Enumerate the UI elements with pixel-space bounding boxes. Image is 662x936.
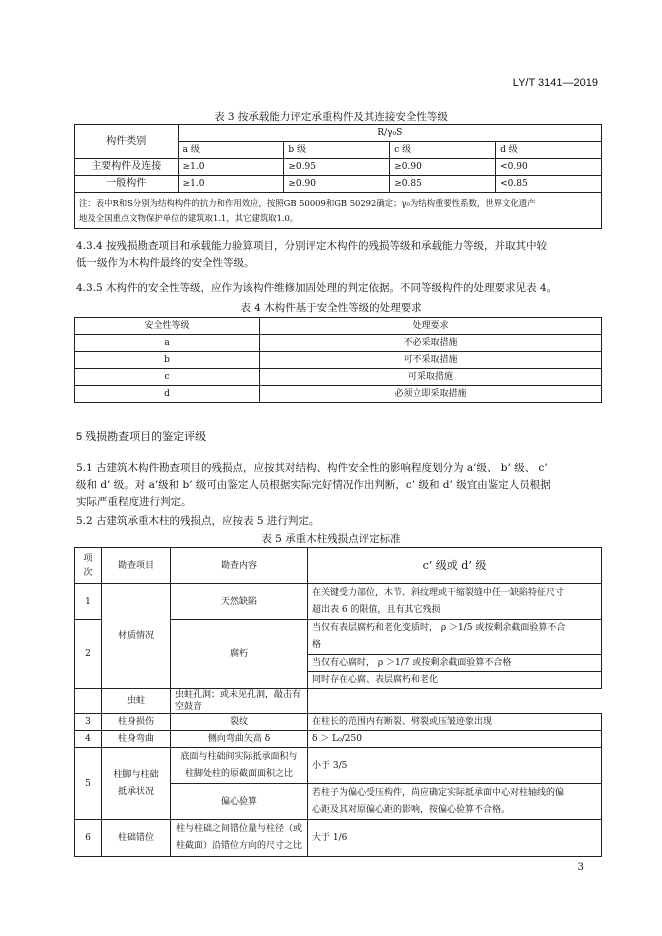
table3-note-line2: 地及全国重点文物保护单位的建筑取1.1，其它建筑取1.0。 — [79, 212, 299, 223]
section-5-title: 5 残损勘查项目的鉴定评级 — [76, 431, 207, 443]
table3-head-category: 构件类别 — [75, 125, 179, 159]
table5-r2-crit-a-line1: 当仅有表层腐朽和老化变质时， ρ ＞1/5 或按剩余截面验算不合 — [312, 623, 566, 633]
table4-caption: 表 4 木构件基于安全性等级的处理要求 — [240, 302, 422, 314]
table4-head-level: 安全性等级 — [75, 318, 260, 335]
table5-caption: 表 5 承重木柱残损点评定标准 — [261, 533, 401, 545]
table-cell — [308, 784, 602, 820]
table-cell: 必须立即采取措施 — [260, 386, 602, 403]
table5-r5-content-a-line1: 底面与柱础间实际抵承面积与 — [180, 751, 298, 762]
table-cell: d — [75, 386, 260, 403]
table-cell: ≥0.90 — [284, 176, 390, 193]
table-cell: 偏心验算 — [171, 784, 308, 820]
table4 — [74, 317, 602, 403]
table-cell: 在柱长的范围内有断裂、劈裂或压皱迹象出现 — [308, 714, 602, 731]
paragraph-line: 4.3.4 按残损勘查项目和承载能力验算项目，分别评定木构件的残损等级和承载能力等级，并取其中较 — [76, 240, 548, 252]
table5-r6-content-line1: 柱与柱础之间错位量与柱径（或 — [175, 824, 302, 834]
table-cell: ≥1.0 — [178, 176, 284, 193]
table-cell: ≥1.0 — [178, 159, 284, 176]
table3-note — [75, 193, 602, 229]
table-cell: ≥0.90 — [390, 159, 496, 176]
table-row — [75, 820, 602, 857]
table-cell: 侧向弯曲矢高 δ — [171, 731, 308, 748]
table5-r2-crit-a-line2: 格 — [312, 640, 322, 650]
table-row — [75, 584, 602, 620]
paragraph-4-3-4 — [76, 238, 600, 272]
table-cell: 不必采取措施 — [260, 335, 602, 352]
table5-head-no-1: 项 — [83, 553, 93, 564]
paragraph-5-1 — [76, 460, 600, 511]
table3-grade-b: b 级 — [284, 142, 390, 159]
table-row — [75, 731, 602, 748]
table4-head-req: 处理要求 — [260, 318, 602, 335]
table-row — [75, 159, 602, 176]
table-row — [75, 386, 602, 403]
table5-r5-crit-b-line2: 心距及其对原偏心距的影响，按偏心验算不合格。 — [312, 804, 511, 815]
table-cell: 腐朽 — [171, 620, 308, 689]
table3-grade-d: d 级 — [496, 142, 602, 159]
table3-caption: 表 3 按承载能力评定承重构件及其连接安全性等级 — [214, 111, 448, 123]
table-row — [75, 689, 602, 714]
table-cell: ≥0.95 — [284, 159, 390, 176]
table5-r5-item — [102, 748, 171, 820]
table3-head-ratio: R/γ₀S — [178, 125, 601, 142]
paragraph-line: 5.1 古建筑木构件勘查项目的残损点，应按其对结构、构件安全性的影响程度划分为 a’级、 b’ 级、 c’ — [76, 462, 548, 474]
table5-r5-item-line2: 抵承状况 — [117, 786, 154, 797]
table-cell: 可采取措施 — [260, 369, 602, 386]
table-cell: ≥0.85 — [390, 176, 496, 193]
table-cell: 虫蛀 — [102, 689, 171, 714]
table-row — [75, 714, 602, 731]
table-cell: <0.90 — [496, 159, 602, 176]
table-row — [75, 369, 602, 386]
paragraph-line: 实际严重程度进行判定。 — [76, 496, 192, 508]
table-cell: 裂纹 — [171, 714, 308, 731]
table-cell: 可不采取措施 — [260, 352, 602, 369]
table5-head-no-2: 次 — [83, 567, 93, 578]
table5-r6-content-line2: 柱截面）沿错位方向的尺寸之比 — [175, 841, 302, 851]
table3-row-name: 主要构件及连接 — [75, 159, 179, 176]
table-cell: 大于 1/6 — [308, 820, 602, 857]
table3-grade-c: c 级 — [390, 142, 496, 159]
table-cell: 3 — [75, 714, 102, 731]
table5-material-cell: 材质情况 — [102, 584, 171, 689]
table-cell: 4 — [75, 731, 102, 748]
table-cell — [308, 584, 602, 620]
paragraph-line: 4.3.5 木构件的安全性等级，应作为该构件维修加固处理的判定依据。不同等级构件的处理要求见表 4。 — [76, 282, 558, 294]
paragraph-line: 5.2 古建筑承重木柱的残损点，应按表 5 进行判定。 — [76, 515, 320, 527]
table-cell: 虫蛀孔洞；或未见孔洞，敲击有空鼓音 — [171, 689, 308, 714]
table-cell: 小于 3/5 — [308, 748, 602, 784]
standard-code: LY/T 3141—2019 — [512, 77, 598, 89]
table-cell: 2 — [75, 620, 102, 689]
table-cell — [308, 620, 602, 655]
table5-r5-content-a-line2: 柱脚处柱的原截面面积之比 — [184, 768, 293, 779]
table-cell: 天然缺陷 — [171, 584, 308, 620]
table-row — [75, 352, 602, 369]
table5-head-content: 勘查内容 — [171, 548, 308, 584]
table5-head-no — [75, 548, 102, 584]
table-cell: a — [75, 335, 260, 352]
table-row — [75, 176, 602, 193]
table-row — [75, 748, 602, 784]
table-cell — [75, 689, 102, 714]
table-cell: 柱础错位 — [102, 820, 171, 857]
table3-row-name: 一般构件 — [75, 176, 179, 193]
table-cell: 柱身损伤 — [102, 714, 171, 731]
table-cell — [171, 748, 308, 784]
table5-r1-crit-line2: 超出表 6 的限值，且有其它残损 — [312, 604, 441, 615]
table-cell — [171, 820, 308, 857]
table-cell: 当仅有心腐时， ρ ＞1/7 或按剩余截面验算不合格 — [308, 655, 602, 672]
table-cell: 同时存在心腐、表层腐朽和老化 — [308, 672, 602, 689]
table-cell: b — [75, 352, 260, 369]
table5-r1-crit-line1: 在关键受力部位，木节、斜纹理或干缩裂缝中任一缺陷特征尺寸 — [312, 587, 565, 598]
table-cell: <0.85 — [496, 176, 602, 193]
table-cell: δ ＞ L₀/250 — [308, 731, 602, 748]
table-row — [75, 335, 602, 352]
paragraph-4-3-5 — [76, 280, 600, 297]
table5-head-item: 勘查项目 — [102, 548, 171, 584]
paragraph-line: 级和 d’ 级。对 a’级和 b’ 级可由鉴定人员根据实际完好情况作出判断，c’ 级和 d’ 级宜由鉴定人员根据 — [76, 479, 551, 491]
table3-grade-a: a 级 — [178, 142, 284, 159]
table3-note-line1: 注：表中R和S分别为结构构件的抗力和作用效应，按照GB 50009和GB 50292确定；γ₀为结构重要性系数，世界文化遗产 — [79, 197, 536, 208]
paragraph-5-2 — [76, 513, 600, 530]
table-cell: 6 — [75, 820, 102, 857]
table5-r5-crit-b-line1: 若柱子为偏心受压构件，尚应确定实际抵承面中心对柱轴线的偏 — [312, 787, 565, 798]
table-cell: 1 — [75, 584, 102, 620]
table5 — [74, 547, 602, 857]
table-cell: 5 — [75, 748, 102, 820]
table-cell: c — [75, 369, 260, 386]
table5-head-grade: c’ 级或 d’ 级 — [308, 548, 602, 584]
table-cell: 柱身弯曲 — [102, 731, 171, 748]
page-number: 3 — [577, 862, 584, 873]
paragraph-line: 低一级作为木构件最终的安全性等级。 — [76, 257, 255, 269]
table3 — [74, 124, 602, 229]
table5-r5-item-line1: 柱脚与柱础 — [113, 769, 159, 780]
